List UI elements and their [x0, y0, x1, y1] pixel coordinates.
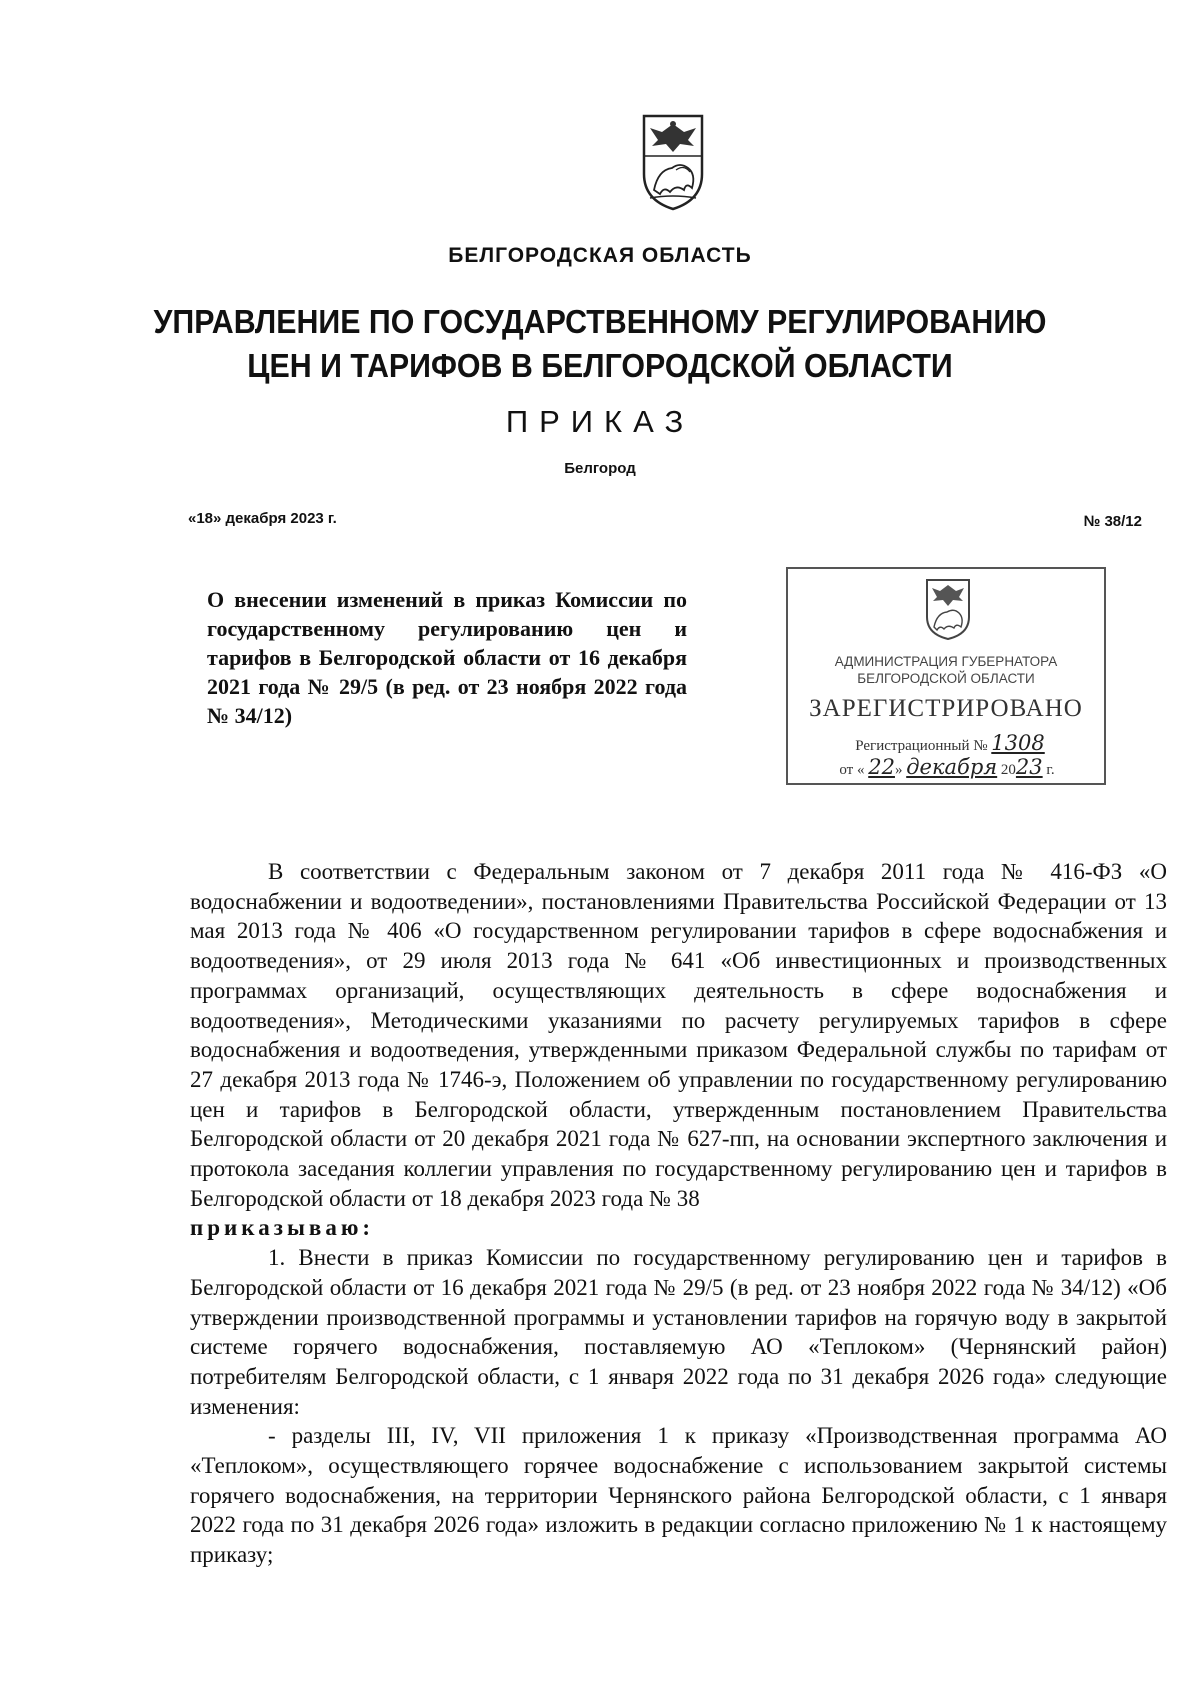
stamp-admin-name [788, 653, 1104, 687]
stamp-reg-number: 1308 [991, 731, 1045, 755]
city-name: Белгород [564, 460, 636, 477]
region-name: БЕЛГОРОДСКАЯ ОБЛАСТЬ [448, 244, 752, 267]
item-1-paragraph: 1. Внести в приказ Комиссии по государственному регулированию цен и тарифов в Белгородской области от 16 декабря 2021 года № 29/5 (в ред. от 23 ноября 2022 года № 34/12) «Об утверждении производственной программы и установлении тарифов на горячую воду в закрытой системе горячего водоснабжения, поставляемую АО «Теплоком» (Чернянский район) потребителям Белгородской области, с 1 января 2022 года по 31 декабря 2026 года» следующие изменения: [190, 1245, 1167, 1419]
stamp-date-prefix: от « [839, 762, 865, 778]
order-word: приказываю: [190, 1215, 375, 1241]
agency-title [48, 300, 1152, 388]
stamp-year-end: г. [1046, 762, 1055, 778]
order-subject: О внесении изменений в приказ Комиссии по государственному регулированию цен и тарифов в Белгородской области от 16 декабря 2021 года № 29/5 (в ред. от 23 ноября 2022 года № 34/12) [207, 587, 687, 728]
registration-stamp [786, 567, 1106, 785]
stamp-admin-line-1: АДМИНИСТРАЦИЯ ГУБЕРНАТОРА [834, 654, 1058, 669]
agency-title-line-2: ЦЕН И ТАРИФОВ В БЕЛГОРОДСКОЙ ОБЛАСТИ [247, 347, 953, 384]
order-body [190, 857, 1167, 1570]
stamp-date-line [796, 755, 1098, 779]
stamp-year-prefix: 20 [1000, 762, 1016, 778]
stamp-month: декабря [906, 755, 998, 779]
order-number: № 38/12 [1083, 513, 1142, 530]
item-1-sub-paragraph: - разделы III, IV, VII приложения 1 к приказу «Производственная программа АО «Теплоком», осуществляющего горячее водоснабжение с использованием закрытой системы горячего водоснабжения, на территории Чернянского района Белгородской области, с 1 января 2022 года по 31 декабря 2026 года» изложить в редакции согласно приложению № 1 к настоящему приказу; [190, 1423, 1167, 1568]
stamp-date-mid: » [894, 762, 903, 778]
preamble-paragraph: В соответствии с Федеральным законом от 7 декабря 2011 года № 416-ФЗ «О водоснабжении и водоотведении», постановлениями Правительства Российской Федерации от 13 мая 2013 года № 406 «О государственном регулировании тарифов в сфере водоснабжения и водоотведения», от 29 июля 2013 года № 641 «Об инвестиционных и производственных программах организаций, осуществляющих деятельность в сфере водоснабжения и водоотведения», Методическими указаниями по расчету регулируемых тарифов в сфере водоснабжения и водоотведения, утвержденными приказом Федеральной службы по тарифам от 27 декабря 2013 года № 1746-э, Положением об управлении по государственному регулированию цен и тарифов в Белгородской области, утвержденным постановлением Правительства Белгородской области от 20 декабря 2021 года № 627-пп, на основании экспертного заключения и протокола заседания коллегии управления по государственному регулированию цен и тарифов в Белгородской области от 18 декабря 2023 года № 38 [190, 859, 1167, 1211]
stamp-day: 22 [868, 755, 895, 779]
stamp-coat-of-arms-icon [924, 577, 972, 641]
stamp-reg-label: Регистрационный № [855, 738, 988, 754]
stamp-reg-number-line [806, 731, 1094, 755]
order-date: «18» декабря 2023 г. [188, 510, 337, 527]
stamp-registered: ЗАРЕГИСТРИРОВАНО [809, 695, 1083, 722]
stamp-year-suffix: 23 [1015, 755, 1043, 779]
stamp-admin-line-2: БЕЛГОРОДСКОЙ ОБЛАСТИ [857, 671, 1035, 686]
coat-of-arms-icon [640, 112, 706, 212]
document-type: ПРИКАЗ [505, 404, 695, 439]
agency-title-line-1: УПРАВЛЕНИЕ ПО ГОСУДАРСТВЕННОМУ РЕГУЛИРОВАНИЮ [153, 303, 1047, 340]
